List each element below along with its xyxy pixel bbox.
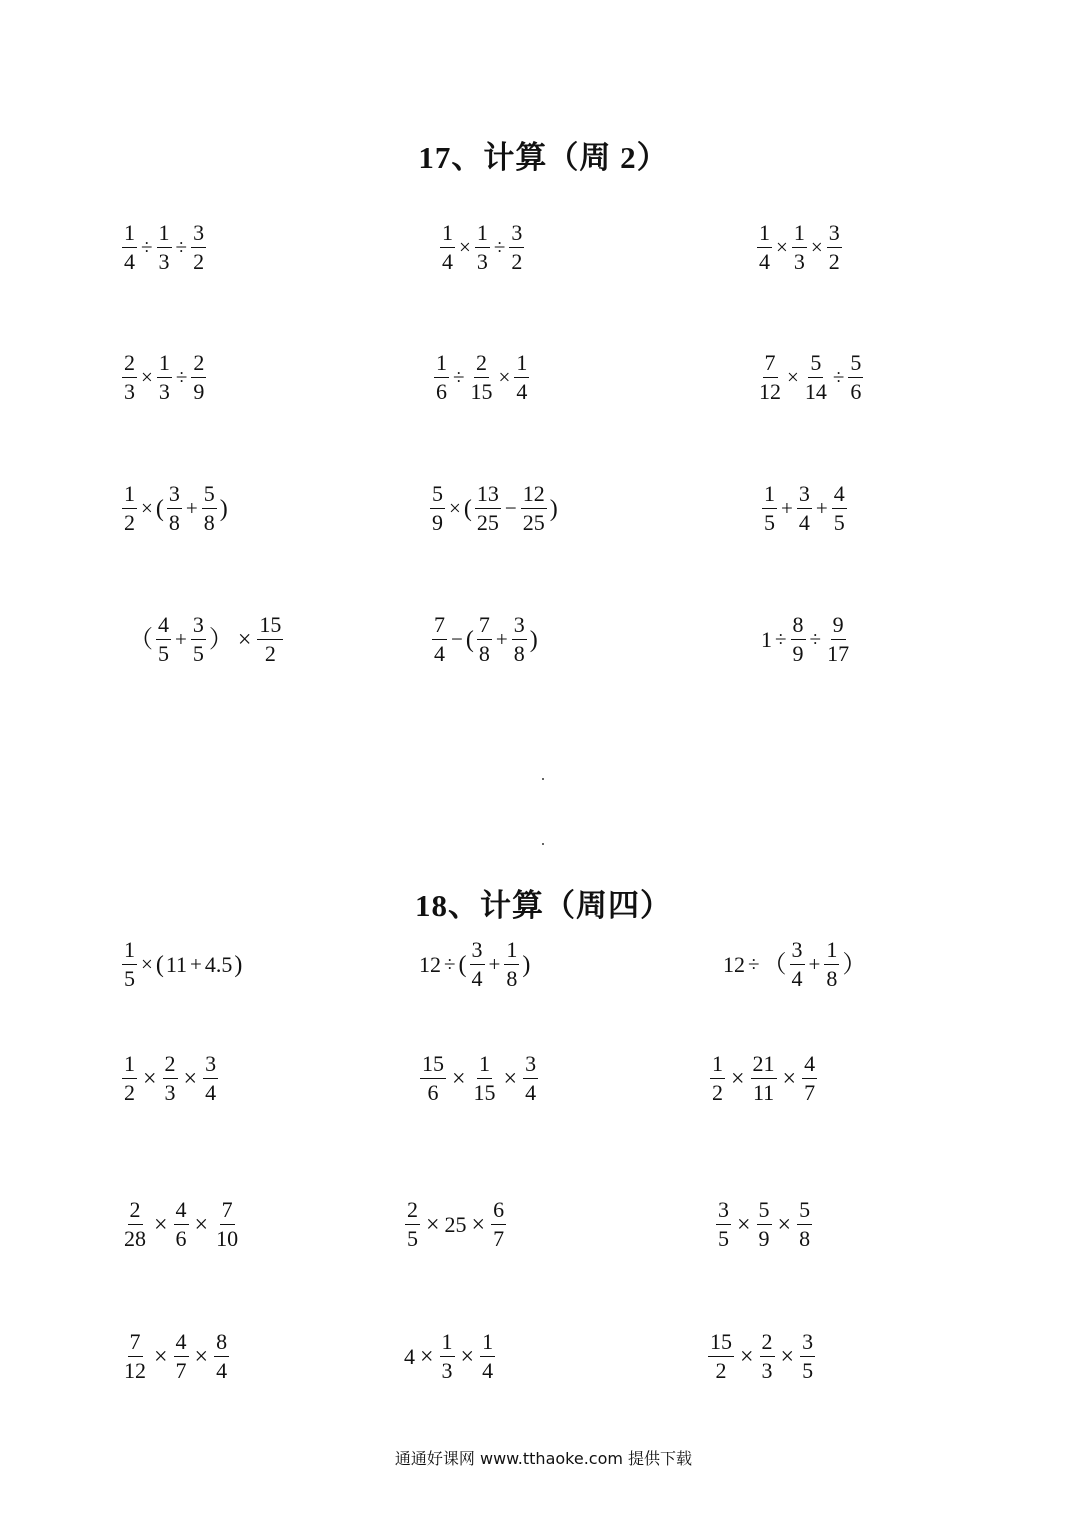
numerator: 3: [470, 938, 485, 965]
numerator: 1: [757, 221, 772, 248]
problem-17-4: [120, 351, 208, 404]
fraction: [122, 1198, 148, 1251]
numerator: 2: [474, 351, 489, 378]
operator: +: [185, 496, 198, 521]
fraction: [440, 221, 455, 274]
fraction: [491, 1198, 506, 1251]
operator: +: [190, 952, 202, 977]
fraction: [434, 351, 449, 404]
denominator: 4: [525, 1080, 537, 1106]
operator: +: [781, 496, 793, 521]
operator: −: [504, 496, 517, 521]
parenthesis: (: [155, 495, 164, 522]
denominator: 3: [158, 249, 170, 275]
operator: ×: [143, 1065, 157, 1092]
problem-18-3: [722, 938, 867, 991]
operator: ×: [810, 235, 823, 260]
section-18-title: 18、计算（周四）: [415, 888, 672, 923]
problem-18-2: [418, 938, 531, 991]
numerator: 3: [509, 221, 524, 248]
denominator: 3: [761, 1358, 773, 1384]
numerator: 2: [163, 1052, 178, 1079]
denominator: 8: [513, 641, 525, 667]
stray-dot: [542, 843, 544, 845]
denominator: 2: [715, 1358, 727, 1384]
operator: ×: [503, 1065, 518, 1092]
operator: ×: [787, 365, 799, 390]
numerator: 8: [791, 613, 806, 640]
fraction: [214, 1198, 240, 1251]
numerator: 1: [440, 1330, 455, 1357]
numerator: 8: [214, 1330, 229, 1357]
operator: ×: [460, 1343, 475, 1370]
fraction: [751, 1052, 777, 1105]
denominator: 25: [476, 510, 499, 536]
fraction: [716, 1198, 731, 1251]
numerator: 2: [128, 1198, 143, 1225]
operator: ×: [141, 496, 153, 521]
numerator: 5: [202, 482, 217, 509]
parenthesis: （: [129, 626, 153, 653]
operator: ÷: [453, 365, 465, 390]
fraction: [802, 1052, 817, 1105]
stray-dot: [542, 778, 544, 780]
problem-17-6: [755, 351, 865, 404]
parenthesis: （: [762, 951, 787, 978]
denominator: 2: [124, 510, 135, 536]
numerator: 6: [491, 1198, 506, 1225]
numerator: 2: [122, 351, 137, 378]
fraction: [792, 221, 807, 274]
operator: ÷: [775, 627, 787, 652]
parenthesis: (: [458, 951, 467, 978]
numerator: 5: [757, 1198, 772, 1225]
parenthesis: (: [465, 626, 474, 653]
section-17-title: 17、计算（周 2）: [418, 140, 669, 175]
denominator: 3: [164, 1080, 176, 1106]
numerator: 4: [802, 1052, 817, 1079]
operator: ×: [141, 365, 153, 390]
denominator: 4: [216, 1358, 228, 1384]
numerator: 5: [848, 351, 863, 378]
numerator: 3: [790, 938, 805, 965]
fraction: [790, 938, 805, 991]
fraction: [800, 1330, 815, 1383]
numerator: 4: [174, 1198, 189, 1225]
operator: ×: [737, 1211, 751, 1238]
denominator: 2: [511, 249, 523, 275]
operator: ÷: [748, 952, 760, 977]
fraction: [157, 221, 172, 274]
numerator: 1: [792, 221, 807, 248]
problem-17-3: [755, 221, 844, 274]
operator: ×: [459, 235, 471, 260]
denominator: 25: [522, 510, 545, 536]
problem-18-11: [403, 1330, 497, 1383]
denominator: 4: [471, 966, 483, 992]
fraction: [191, 613, 206, 666]
parenthesis: ）: [208, 626, 233, 653]
problem-17-12: [760, 613, 853, 666]
operator: ×: [776, 235, 788, 260]
denominator: 7: [175, 1358, 187, 1384]
denominator: 7: [493, 1226, 505, 1252]
fraction: [827, 221, 842, 274]
fraction: [257, 613, 283, 666]
operator: ×: [777, 1211, 792, 1238]
problem-18-8: [403, 1198, 508, 1251]
numerator: 4: [832, 482, 847, 509]
fraction: [122, 351, 137, 404]
fraction: [122, 482, 137, 535]
parenthesis: ): [522, 951, 531, 978]
parenthesis: (: [463, 495, 472, 522]
problem-18-10: [120, 1330, 231, 1383]
operator: ÷: [832, 365, 845, 390]
fraction: [156, 613, 171, 666]
numerator: 3: [800, 1330, 815, 1357]
numerator: 1: [480, 1330, 495, 1357]
denominator: 8: [168, 510, 180, 536]
problem-17-8: [428, 482, 559, 535]
denominator: 6: [175, 1226, 187, 1252]
fraction: [420, 1052, 446, 1105]
numerator: 5: [797, 1198, 812, 1225]
denominator: 4: [798, 510, 810, 536]
fraction: [214, 1330, 229, 1383]
denominator: 3: [793, 249, 805, 275]
fraction: [512, 613, 527, 666]
numerator: 9: [831, 613, 846, 640]
denominator: 6: [427, 1080, 439, 1106]
numerator: 5: [430, 482, 445, 509]
denominator: 6: [850, 379, 862, 405]
denominator: 2: [193, 249, 205, 275]
fraction: [469, 351, 495, 404]
numerator: 7: [220, 1198, 235, 1225]
numerator: 1: [122, 1052, 137, 1079]
problem-17-9: [760, 482, 849, 535]
operator: ×: [141, 952, 153, 977]
operator: ×: [780, 1343, 795, 1370]
denominator: 9: [758, 1226, 770, 1252]
fraction: [824, 938, 839, 991]
fraction: [203, 1052, 218, 1105]
fraction: [797, 482, 812, 535]
problem-18-4: [120, 1052, 220, 1105]
fraction: [509, 221, 524, 274]
denominator: 15: [470, 379, 493, 405]
operator: ×: [740, 1343, 754, 1370]
numerator: 7: [477, 613, 492, 640]
operator: ÷: [809, 627, 822, 652]
denominator: 12: [124, 1358, 146, 1384]
numerator: 3: [167, 482, 182, 509]
denominator: 4: [434, 641, 445, 667]
operator: ×: [154, 1343, 168, 1370]
denominator: 3: [124, 379, 135, 405]
problem-17-1: [120, 221, 208, 274]
fraction: [157, 351, 172, 404]
numerator: 2: [760, 1330, 775, 1357]
numerator: 15: [708, 1330, 734, 1357]
numerator: 3: [191, 221, 206, 248]
numerator: 12: [521, 482, 547, 509]
numerator: 1: [440, 221, 455, 248]
denominator: 2: [264, 641, 276, 667]
operator: ×: [194, 1343, 209, 1370]
numerator: 7: [128, 1330, 143, 1357]
denominator: 2: [712, 1080, 723, 1106]
operator: ×: [498, 365, 511, 390]
fraction: [757, 351, 783, 404]
fraction: [760, 1330, 775, 1383]
denominator: 7: [804, 1080, 816, 1106]
numerator: 21: [751, 1052, 777, 1079]
numerator: 7: [432, 613, 447, 640]
problem-17-7: [120, 482, 229, 535]
denominator: 4: [516, 379, 528, 405]
number: 1: [761, 626, 772, 652]
denominator: 5: [192, 641, 204, 667]
denominator: 5: [407, 1226, 418, 1252]
fraction: [803, 351, 829, 404]
operator: −: [451, 627, 463, 652]
denominator: 5: [764, 510, 775, 536]
problem-18-7: [120, 1198, 242, 1251]
number: 12: [723, 951, 745, 977]
fraction: [757, 221, 772, 274]
numerator: 3: [827, 221, 842, 248]
denominator: 2: [124, 1080, 135, 1106]
numerator: 4: [174, 1330, 189, 1357]
denominator: 4: [482, 1358, 494, 1384]
fraction: [167, 482, 182, 535]
problem-17-5: [432, 351, 531, 404]
numerator: 4: [156, 613, 171, 640]
numerator: 7: [763, 351, 778, 378]
fraction: [174, 1198, 189, 1251]
numerator: 3: [716, 1198, 731, 1225]
fraction: [477, 613, 492, 666]
fraction: [440, 1330, 455, 1383]
operator: ÷: [175, 235, 188, 260]
operator: +: [175, 627, 187, 652]
operator: ×: [731, 1065, 745, 1092]
numerator: 15: [420, 1052, 446, 1079]
fraction: [122, 221, 137, 274]
parenthesis: ): [234, 951, 243, 978]
denominator: 10: [216, 1226, 239, 1252]
denominator: 5: [833, 510, 845, 536]
numerator: 1: [475, 221, 490, 248]
denominator: 8: [826, 966, 838, 992]
fraction: [122, 1330, 148, 1383]
operator: ×: [452, 1065, 466, 1092]
operator: ×: [426, 1211, 440, 1238]
problem-17-10: [128, 613, 285, 666]
fraction: [710, 1052, 725, 1105]
problem-18-9: [714, 1198, 814, 1251]
fraction: [432, 613, 447, 666]
number: 11: [165, 951, 188, 977]
operator: ÷: [175, 365, 188, 390]
denominator: 3: [441, 1358, 453, 1384]
fraction: [191, 221, 206, 274]
fraction: [191, 351, 206, 404]
denominator: 14: [804, 379, 827, 405]
denominator: 4: [791, 966, 803, 992]
numerator: 13: [475, 482, 501, 509]
number: 4.5: [204, 951, 233, 977]
denominator: 8: [506, 966, 518, 992]
problem-17-2: [438, 221, 526, 274]
numerator: 3: [797, 482, 812, 509]
operator: +: [808, 952, 821, 977]
denominator: 3: [158, 379, 170, 405]
fraction: [523, 1052, 538, 1105]
operator: +: [495, 627, 508, 652]
denominator: 8: [799, 1226, 811, 1252]
denominator: 4: [759, 249, 770, 275]
numerator: 1: [762, 482, 777, 509]
fraction: [430, 482, 445, 535]
fraction: [475, 221, 490, 274]
operator: ×: [194, 1211, 209, 1238]
operator: ÷: [444, 952, 456, 977]
parenthesis: ): [529, 626, 538, 653]
operator: ×: [782, 1065, 797, 1092]
fraction: [480, 1330, 495, 1383]
operator: +: [488, 952, 501, 977]
fraction: [202, 482, 217, 535]
fraction: [472, 1052, 498, 1105]
operator: ×: [154, 1211, 168, 1238]
denominator: 4: [124, 249, 135, 275]
numerator: 15: [257, 613, 283, 640]
denominator: 8: [203, 510, 215, 536]
fraction: [470, 938, 485, 991]
fraction: [791, 613, 806, 666]
numerator: 1: [514, 351, 529, 378]
numerator: 3: [523, 1052, 538, 1079]
denominator: 9: [193, 379, 205, 405]
numerator: 3: [203, 1052, 218, 1079]
numerator: 1: [122, 482, 137, 509]
parenthesis: ）: [842, 951, 867, 978]
denominator: 11: [752, 1080, 775, 1106]
denominator: 4: [442, 249, 453, 275]
numerator: 3: [512, 613, 527, 640]
denominator: 9: [792, 641, 804, 667]
fraction: [174, 1330, 189, 1383]
denominator: 3: [476, 249, 488, 275]
fraction: [848, 351, 863, 404]
number: 25: [444, 1211, 467, 1237]
problem-18-12: [706, 1330, 817, 1383]
numerator: 3: [191, 613, 206, 640]
denominator: 17: [827, 641, 850, 667]
denominator: 5: [158, 641, 169, 667]
fraction: [762, 482, 777, 535]
numerator: 1: [122, 221, 137, 248]
fraction: [163, 1052, 178, 1105]
fraction: [757, 1198, 772, 1251]
operator: ÷: [493, 235, 506, 260]
numerator: 1: [434, 351, 449, 378]
operator: ×: [183, 1065, 198, 1092]
problem-18-6: [708, 1052, 819, 1105]
problem-17-11: [430, 613, 539, 666]
denominator: 9: [432, 510, 443, 536]
number: 4: [404, 1343, 415, 1369]
fraction: [504, 938, 519, 991]
parenthesis: ): [549, 495, 558, 522]
denominator: 4: [205, 1080, 217, 1106]
fraction: [708, 1330, 734, 1383]
footer-credit: 通通好课网 www.tthaoke.com 提供下载: [394, 1449, 693, 1468]
operator: ÷: [141, 235, 153, 260]
denominator: 6: [436, 379, 447, 405]
numerator: 1: [157, 351, 172, 378]
numerator: 2: [405, 1198, 420, 1225]
fraction: [825, 613, 851, 666]
numerator: 1: [157, 221, 172, 248]
denominator: 8: [478, 641, 490, 667]
fraction: [521, 482, 547, 535]
denominator: 15: [473, 1080, 496, 1106]
numerator: 1: [122, 938, 137, 965]
operator: ×: [449, 496, 461, 521]
fraction: [405, 1198, 420, 1251]
operator: +: [815, 496, 828, 521]
fraction: [832, 482, 847, 535]
denominator: 5: [802, 1358, 814, 1384]
numerator: 5: [808, 351, 823, 378]
denominator: 2: [828, 249, 840, 275]
denominator: 5: [124, 966, 135, 992]
parenthesis: (: [155, 951, 164, 978]
numerator: 1: [824, 938, 839, 965]
fraction: [797, 1198, 812, 1251]
fraction: [514, 351, 529, 404]
operator: ×: [420, 1343, 434, 1370]
operator: ×: [471, 1211, 486, 1238]
fraction: [475, 482, 501, 535]
denominator: 28: [124, 1226, 146, 1252]
fraction: [122, 938, 137, 991]
operator: ×: [237, 626, 252, 653]
problem-18-5: [418, 1052, 540, 1105]
numerator: 1: [477, 1052, 492, 1079]
denominator: 12: [759, 379, 781, 405]
numerator: 2: [191, 351, 206, 378]
denominator: 5: [718, 1226, 729, 1252]
number: 12: [419, 951, 441, 977]
numerator: 1: [710, 1052, 725, 1079]
fraction: [122, 1052, 137, 1105]
problem-18-1: [120, 938, 243, 991]
parenthesis: ): [219, 495, 228, 522]
numerator: 1: [504, 938, 519, 965]
